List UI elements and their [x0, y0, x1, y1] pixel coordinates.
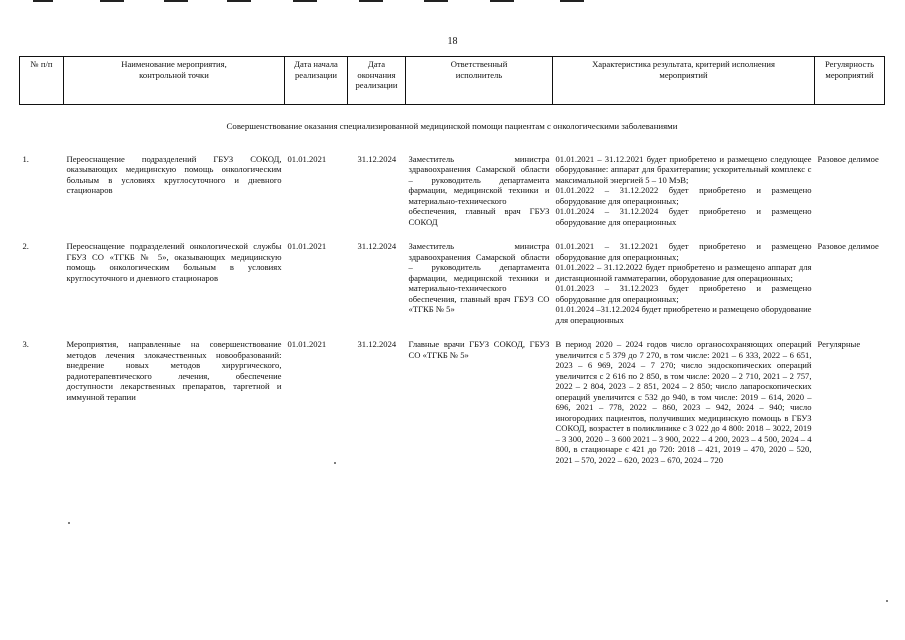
row-start-date: 01.01.2021	[287, 153, 327, 164]
row-name: Переоснащение подразделений ГБУЗ СОКОД, оказывающих медицинскую помощь онкологическим больным в условиях круглосуточного и дневного стационаров	[66, 153, 282, 195]
table-row	[20, 241, 885, 339]
row-responsible: Заместитель министра здравоохранения Самарской области – руководитель департамента фармации, медицинской техники и материально-технического обеспечения, главный врач ГБУЗ СО «ТГКБ № 5»	[408, 241, 550, 314]
page-number: 18	[447, 36, 458, 47]
section-title: Совершенствование оказания специализированной медицинской помощи пациентам с онкологическими заболеваниями	[226, 121, 678, 131]
row-start-date: 01.01.2021	[287, 339, 327, 349]
top-scan-marks	[0, 0, 905, 4]
row-result	[553, 154, 815, 242]
scan-speck	[886, 600, 888, 602]
table-header-row	[20, 57, 885, 105]
row-responsible: Главные врачи ГБУЗ СОКОД, ГБУЗ СО «ТГКБ № 5»	[408, 339, 550, 360]
header-responsible: Ответственный исполнитель	[406, 57, 553, 105]
header-name: Наименование мероприятия, контрольной точки	[64, 57, 285, 105]
table-row	[20, 339, 885, 479]
scan-speck	[68, 522, 70, 524]
section-row	[20, 105, 885, 154]
row-regularity: Разовое делимое	[817, 153, 879, 164]
result-line: 01.01.2021 – 31.12.2021 будет приобретено и размещено следующее оборудование: аппарат для брахитерапии; ускорительный комплекс с максимальной энергией 5 – 10 МэВ;	[555, 153, 812, 185]
row-end-date: 31.12.2024	[357, 153, 397, 164]
row-result	[553, 241, 815, 339]
row-name: Переоснащение подразделений онкологической службы ГБУЗ СО «ТГКБ № 5», оказывающих медицинскую помощь онкологическим больным в условиях круглосуточного и дневного стационаров	[66, 241, 282, 283]
header-end-date: Дата окончания реализации	[348, 57, 406, 105]
row-responsible: Заместитель министра здравоохранения Самарской области – руководитель департамента фармации, медицинской техники и материально-технического обеспечения, главный врач ГБУЗ СОКОД	[408, 153, 550, 227]
header-result: Характеристика результата, критерий исполнения мероприятий	[553, 57, 815, 105]
result-line: 01.01.2022 – 31.12.2022 будет приобретено и размещено аппарат для дистанционной гамматерапии, оборудование для операционных;	[555, 262, 812, 283]
result-line: 01.01.2024 –31.12.2024 будет приобретено и размещено оборудование для операционных	[555, 304, 812, 325]
row-number: 1.	[22, 153, 29, 164]
result-line: 01.01.2024 – 31.12.2024 будет приобретено и размещено оборудование для операционных	[555, 206, 812, 227]
scan-speck	[334, 462, 336, 464]
row-end-date: 31.12.2024	[357, 241, 397, 251]
header-num: № п/п	[20, 57, 64, 105]
result-line: В период 2020 – 2024 годов число органосохраняющих операций увеличится с 5 379 до 7 270, в том числе: 2021 – 6 333, 2022 – 6 651, 2023 – 6 969, 2024 – 7 270; число эндоскопических операций увеличится с 2 616 по 2 850, в том числе: 2020 – 2 710, 2021 – 2 757, 2022 – 2 804, 2023 – 2 851, 2024 – 2 850; число лапароскопических операций увеличится с 532 до 940, в том числе: 2019 – 614, 2020 – 696, 2021 – 778, 2022 – 860, 2023 – 942, 2024 – 940; число иногородних пациентов, получивших медицинскую помощь в ГБУЗ СОКОД, возрастет в поликлинике с 3 022 до 4 800: 2018 – 3022, 2019 – 3 300, 2020 – 3 600 2021 – 3 900, 2022 – 4 200, 2023 – 4 500, 2024 – 4 800, в стационаре с 421 до 720: 2018 – 421, 2019 – 470, 2020 – 520, 2021 – 570, 2022 – 620, 2023 – 670, 2024 – 720	[555, 339, 812, 465]
row-regularity: Разовое делимое	[817, 241, 879, 251]
result-line: 01.01.2022 – 31.12.2022 будет приобретено и размещено оборудование для операционных;	[555, 185, 812, 206]
row-name: Мероприятия, направленные на совершенствование методов лечения злокачественных новообразований: внедрение новых методов хирургического, радиотерапевтического лечения, обеспечение доступности лекарственных препаратов, таргетной и иммунной терапии	[66, 339, 282, 402]
row-number: 2.	[22, 241, 29, 251]
row-number: 3.	[22, 339, 29, 349]
row-end-date: 31.12.2024	[357, 339, 397, 349]
row-result	[553, 339, 815, 479]
row-regularity: Регулярные	[817, 339, 861, 349]
row-start-date: 01.01.2021	[287, 241, 327, 251]
result-line: 01.01.2021 – 31.12.2021 будет приобретено и размещено оборудование для операционных;	[555, 241, 812, 262]
header-regularity: Регулярность мероприятий	[815, 57, 885, 105]
header-start-date: Дата начала реализации	[285, 57, 348, 105]
action-plan-table	[19, 56, 885, 479]
table-row	[20, 154, 885, 242]
result-line: 01.01.2023 – 31.12.2023 будет приобретено и размещено оборудование для операционных;	[555, 283, 812, 304]
